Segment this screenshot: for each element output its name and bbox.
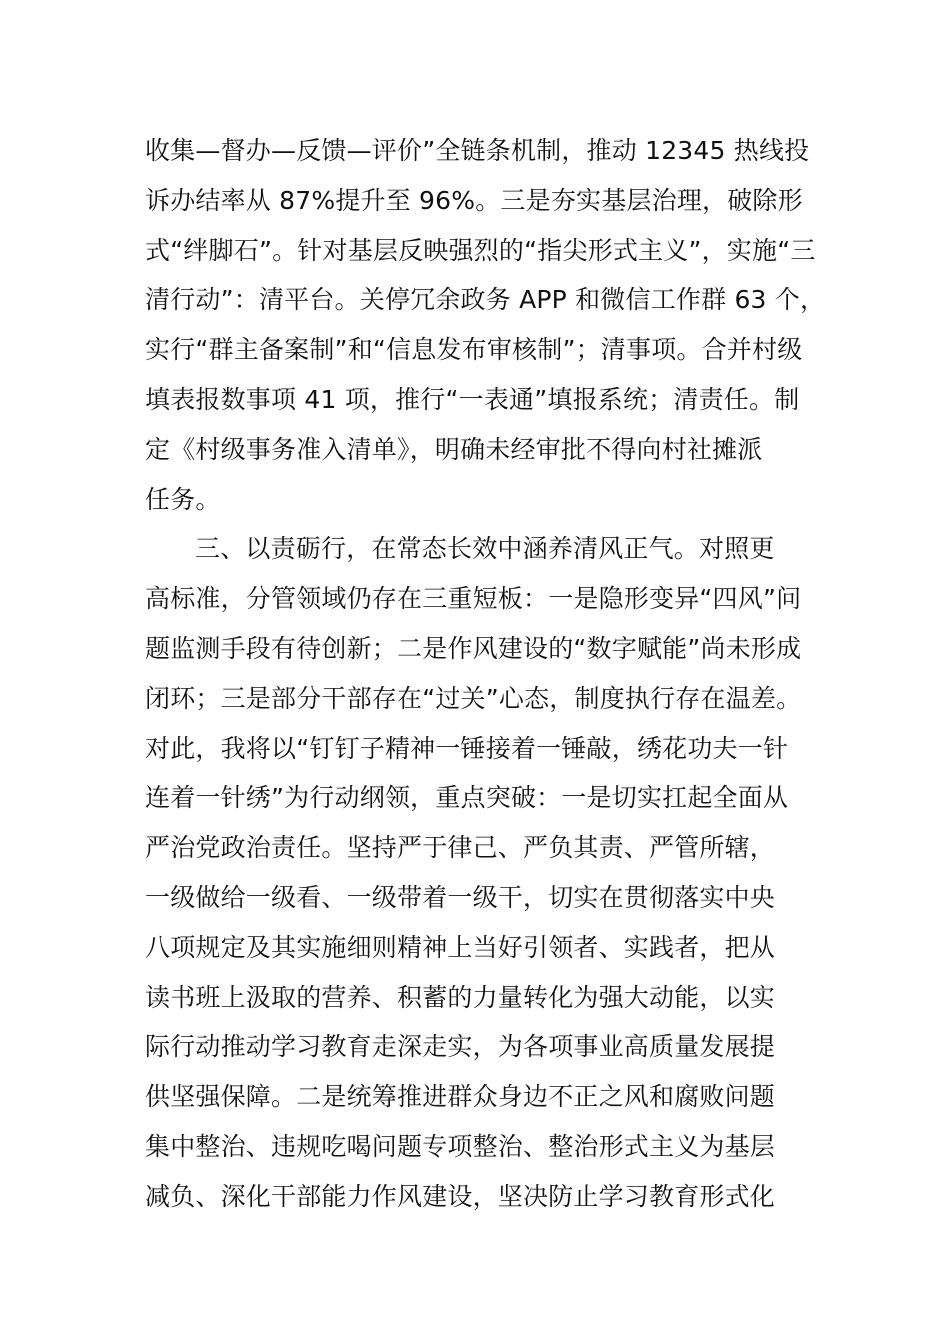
text-line: 读书班上汲取的营养、积蓄的力量转化为强大动能，以实 xyxy=(145,982,776,1012)
text-line: 严治党政治责任。坚持严于律己、严负其责、严管所辖， xyxy=(145,833,776,863)
text-line: 对此，我将以“钉钉子精神一锤接着一锤敲，绣花功夫一针 xyxy=(145,733,789,763)
text-line: 实行“群主备案制”和“信息发布审核制”；清事项。合并村级 xyxy=(145,335,803,365)
text-line: 一级做给一级看、一级带着一级干，切实在贯彻落实中央 xyxy=(145,882,776,912)
text-line: 题监测手段有待创新；二是作风建设的“数字赋能”尚未形成 xyxy=(145,633,802,663)
text-line: 任务。 xyxy=(145,484,221,514)
text-line: 清行动”：清平台。关停冗余政务 APP 和微信工作群 63 个， xyxy=(145,285,826,315)
text-line: 供坚强保障。二是统筹推进群众身边不正之风和腐败问题 xyxy=(145,1082,776,1112)
body-text xyxy=(145,126,845,1222)
text-line: 减负、深化干部能力作风建设，坚决防止学习教育形式化 xyxy=(145,1181,776,1211)
text-line: 式“绊脚石”。针对基层反映强烈的“指尖形式主义”，实施“三 xyxy=(145,235,816,265)
section-heading-line: 三、以责砺行，在常态长效中涵养清风正气。对照更 xyxy=(195,534,775,564)
text-line: 收集—督办—反馈—评价”全链条机制，推动 12345 热线投 xyxy=(145,136,810,165)
text-line: 闭环；三是部分干部存在“过关”心态，制度执行存在温差。 xyxy=(145,683,802,713)
text-line: 八项规定及其实施细则精神上当好引领者、实践者，把从 xyxy=(145,932,776,962)
text-line: 填表报数事项 41 项，推行“一表通”填报系统；清责任。制 xyxy=(145,384,800,414)
text-line: 高标准，分管领域仍存在三重短板：一是隐形变异“四风”问 xyxy=(145,584,802,614)
text-line: 连着一针绣”为行动纲领，重点突破：一是切实扛起全面从 xyxy=(145,783,789,813)
text-line: 集中整治、违规吃喝问题专项整治、整治形式主义为基层 xyxy=(145,1131,776,1161)
text-line: 诉办结率从 87%提升至 96%。三是夯实基层治理，破除形 xyxy=(145,185,803,215)
text-line: 定《村级事务准入清单》，明确未经审批不得向村社摊派 xyxy=(145,434,763,464)
text-line: 际行动推动学习教育走深走实，为各项事业高质量发展提 xyxy=(145,1032,776,1062)
